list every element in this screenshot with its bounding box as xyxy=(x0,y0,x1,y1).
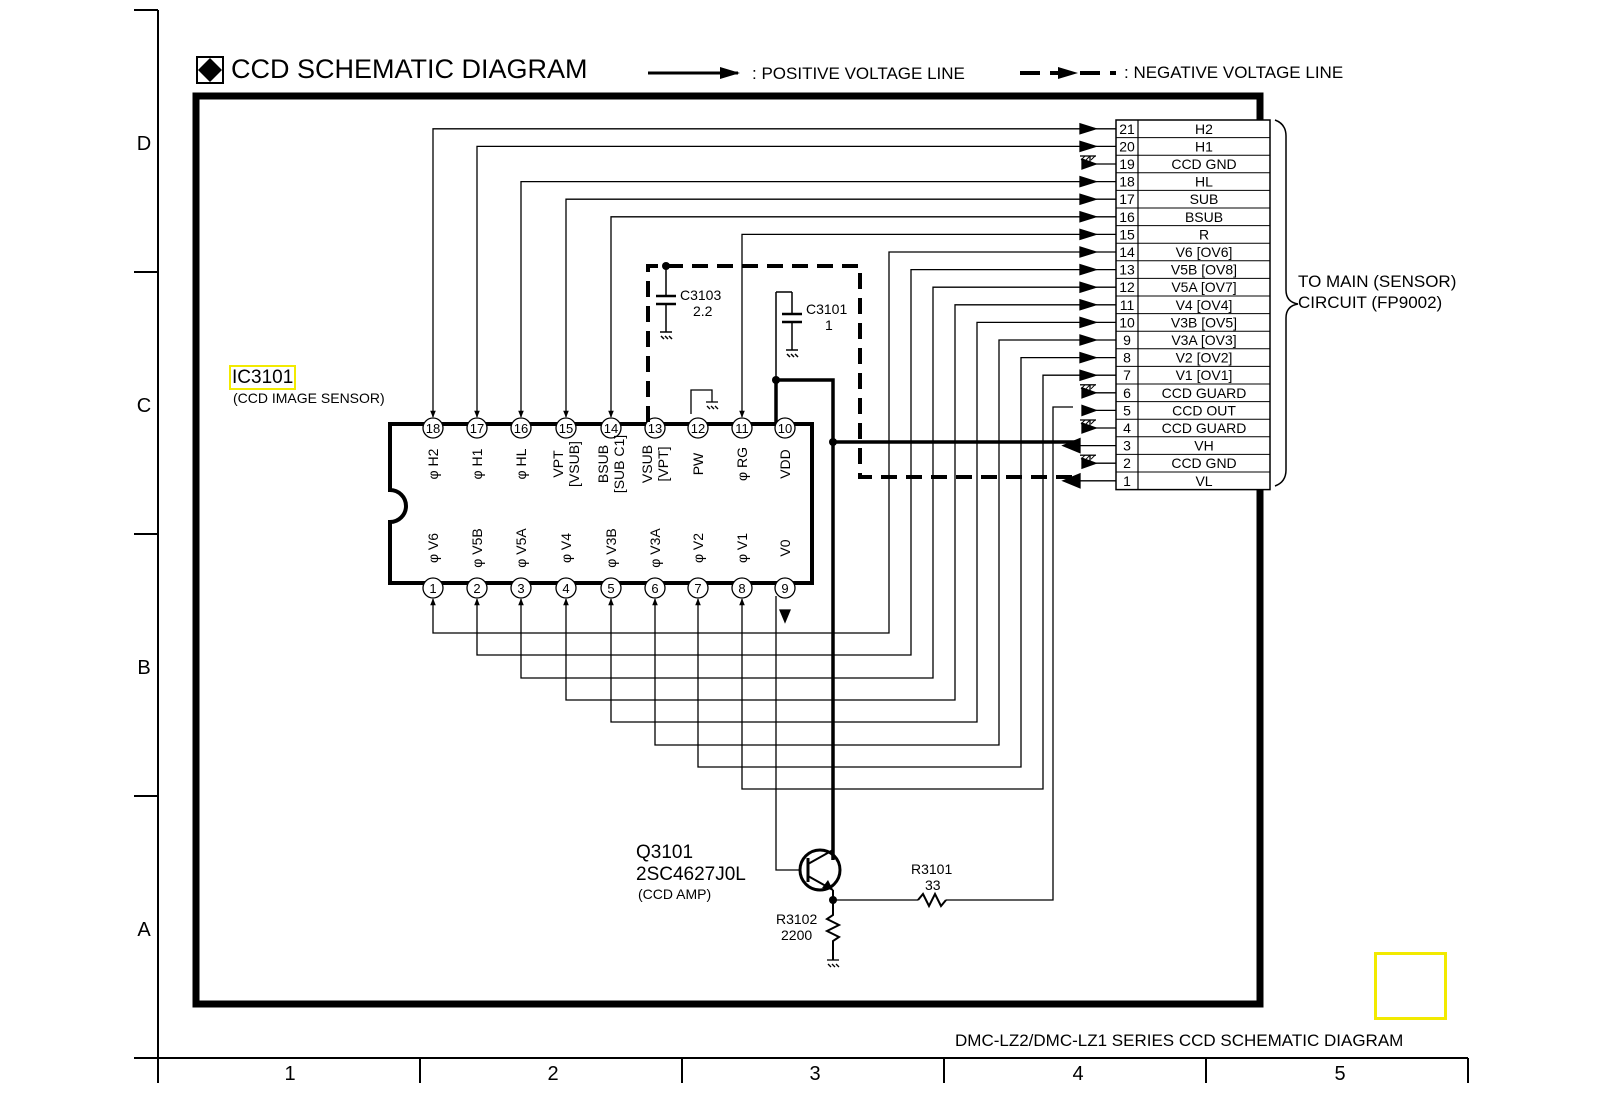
ic-pin-label: [VPT] xyxy=(655,446,671,482)
ic-pin-number: 17 xyxy=(469,421,485,436)
c3101-ref: C3101 xyxy=(806,301,848,317)
ic-pin-number: 12 xyxy=(690,421,706,436)
ic-pin-label: PW xyxy=(690,452,706,476)
negative-arrow-icon xyxy=(1058,67,1078,79)
connector-arrow-icon xyxy=(1080,229,1096,239)
ic-pin-number: 4 xyxy=(562,581,570,596)
connector-signal-name: V5A [OV7] xyxy=(1171,279,1237,296)
connector-signal-name: V5B [OV8] xyxy=(1170,261,1238,278)
signal-wire xyxy=(477,146,1090,417)
ic-pin-label: V0 xyxy=(777,539,793,557)
legend-negative-label: : NEGATIVE VOLTAGE LINE xyxy=(1124,63,1344,82)
c3103-labels xyxy=(680,287,721,319)
ic-pin-label: φ V3B xyxy=(603,528,619,568)
ic-pin-label: φ RG xyxy=(734,447,750,481)
ic-pin-label: φ H1 xyxy=(469,448,485,480)
ic-pin-label: BSUB xyxy=(595,444,611,484)
connector-arrow-icon xyxy=(1080,317,1096,327)
destination-line-1: TO MAIN (SENSOR) xyxy=(1298,272,1457,291)
ic-pin-number: 13 xyxy=(647,421,663,436)
ic-pin-label: φ V2 xyxy=(690,532,706,564)
r3102-value: 2200 xyxy=(781,927,813,943)
connector-pin-number: 11 xyxy=(1119,296,1135,313)
ground-arrow-icon xyxy=(1082,423,1096,433)
connector-signal-name: HL xyxy=(1195,173,1213,190)
ic-pin-number: 5 xyxy=(607,581,615,596)
highlight-box xyxy=(1374,952,1447,1020)
connector-signal-name: V4 [OV4] xyxy=(1175,296,1233,313)
ic-pin-number: 16 xyxy=(513,421,529,436)
connector-signal-name: V3A [OV3] xyxy=(1171,332,1237,348)
ic-pin-label: VSUB xyxy=(639,444,655,484)
grid-row-b: B xyxy=(137,657,151,679)
connector-signal-name: V2 [OV2] xyxy=(1175,349,1233,366)
c3101-capacitor xyxy=(776,292,802,380)
ic-pin-number: 1 xyxy=(429,581,437,596)
vdd-positive-line xyxy=(772,376,1075,860)
connector-arrow-icon xyxy=(1080,247,1096,257)
ic-pin-number: 8 xyxy=(738,581,746,596)
connector-pin-number: 1 xyxy=(1123,472,1131,489)
connector-arrow-icon xyxy=(1080,194,1096,204)
connector-pin-number: 15 xyxy=(1119,226,1135,243)
ic3101-reference: IC3101 xyxy=(229,365,296,390)
ic3101-description: (CCD IMAGE SENSOR) xyxy=(233,390,385,406)
connector-arrow-icon xyxy=(1080,353,1096,363)
connector-signal-name: H1 xyxy=(1195,138,1213,155)
ic-pin-number: 18 xyxy=(425,421,441,436)
ic-pin-label: VDD xyxy=(777,449,793,479)
ground-arrow-icon xyxy=(1082,458,1096,468)
ic-pin-label: φ V3A xyxy=(647,528,663,568)
ccd-out-arrow-icon xyxy=(1082,405,1096,415)
connector-signal-name: SUB xyxy=(1189,191,1219,208)
ground-arrow-icon xyxy=(1082,159,1096,169)
connector-pin-number: 14 xyxy=(1119,244,1135,260)
ic-pin-number: 14 xyxy=(603,421,619,436)
ic-pin-number: 3 xyxy=(517,581,525,596)
connector-signal-name: VH xyxy=(1194,437,1214,454)
connector-pin-number: 5 xyxy=(1123,402,1131,419)
ic-pin-label: [SUB C1] xyxy=(611,434,627,494)
connector-pin-number: 3 xyxy=(1123,437,1131,454)
connector-signal-name: V1 [OV1] xyxy=(1175,367,1233,384)
grid-row-a: A xyxy=(137,919,151,941)
q3101-reference: Q3101 xyxy=(636,842,694,863)
q3101-ccd-out-line xyxy=(833,407,1073,906)
ic-pin-label: φ HL xyxy=(513,448,529,480)
v0-arrow-icon xyxy=(780,610,790,622)
connector-pin-number: 9 xyxy=(1123,332,1131,348)
connector-pin-number: 13 xyxy=(1119,261,1135,278)
connector-pin-number: 16 xyxy=(1119,208,1135,225)
connector-table xyxy=(1116,120,1270,490)
pw-ground xyxy=(691,390,718,414)
connector-pin-number: 10 xyxy=(1119,314,1135,331)
connector-arrow-icon xyxy=(1080,282,1096,292)
r3101-ref: R3101 xyxy=(911,861,953,877)
connector-signal-name: VL xyxy=(1195,472,1213,489)
ic-pin-number: 10 xyxy=(777,421,793,436)
connector-signal-name: V3B [OV5] xyxy=(1170,314,1238,331)
ground-arrow-icon xyxy=(1082,388,1096,398)
c3101-labels xyxy=(806,301,847,333)
q3101-description: (CCD AMP) xyxy=(638,886,712,902)
c3103-ref: C3103 xyxy=(680,287,722,303)
ic-pin-label: φ V1 xyxy=(734,532,750,564)
r3102-ref: R3102 xyxy=(776,911,818,927)
connector-arrow-icon xyxy=(1080,177,1096,187)
c3103-capacitor xyxy=(656,266,676,339)
connector-arrow-icon xyxy=(1080,300,1096,310)
grid-row-d: D xyxy=(136,133,152,155)
q3101-part-number: 2SC4627J0L xyxy=(636,864,746,885)
connector-arrow-icon xyxy=(1080,335,1096,345)
connector-pin-number: 17 xyxy=(1119,191,1135,208)
connector-signal-name: BSUB xyxy=(1184,208,1224,225)
connector-arrow-icon xyxy=(1080,141,1096,151)
connector-arrow-icon xyxy=(1080,212,1096,222)
connector-signal-name: CCD OUT xyxy=(1172,402,1236,419)
diagram-title: CCD SCHEMATIC DIAGRAM xyxy=(231,54,588,84)
destination-line-2: CIRCUIT (FP9002) xyxy=(1298,293,1443,312)
diamond-icon xyxy=(197,57,223,83)
r3101-value: 33 xyxy=(925,877,941,893)
ic-pin-number: 11 xyxy=(735,421,749,436)
connector-pin-number: 2 xyxy=(1123,455,1131,472)
c3101-value: 1 xyxy=(825,317,833,333)
connector-pin-number: 19 xyxy=(1119,156,1135,172)
connector-signal-name: CCD GUARD xyxy=(1161,384,1247,401)
grid-col-2: 2 xyxy=(547,1063,559,1085)
ic-pin-number: 15 xyxy=(558,421,574,436)
ic-pin-label: φ H2 xyxy=(425,448,441,480)
connector-pin-number: 18 xyxy=(1119,173,1135,190)
ic-bottom-pins xyxy=(423,528,795,598)
ic-pin-number: 9 xyxy=(781,581,789,596)
connector-pin-number: 4 xyxy=(1123,420,1131,436)
r3102-resistor xyxy=(827,900,839,967)
ic-pin-number: 6 xyxy=(651,581,659,596)
grid-row-c: C xyxy=(136,395,152,417)
connector-signal-name: R xyxy=(1198,226,1210,243)
connector-signal-name: CCD GND xyxy=(1171,156,1237,172)
connector-brace xyxy=(1275,120,1298,486)
connector-arrow-icon xyxy=(1080,370,1096,380)
ic-pin-number: 7 xyxy=(694,581,702,596)
c3103-value: 2.2 xyxy=(693,303,713,319)
connector-pin-number: 7 xyxy=(1123,367,1131,384)
connector-pin-number: 21 xyxy=(1119,120,1135,137)
grid-col-1: 1 xyxy=(284,1063,296,1085)
positive-arrow-icon xyxy=(720,67,740,79)
grid-col-5: 5 xyxy=(1334,1063,1346,1085)
grid-col-3: 3 xyxy=(809,1063,821,1085)
connector-pin-number: 8 xyxy=(1123,349,1131,366)
connector-arrow-icon xyxy=(1080,124,1096,134)
q3101-transistor xyxy=(776,596,840,904)
signal-wire xyxy=(742,234,1090,417)
footer-caption: DMC-LZ2/DMC-LZ1 SERIES CCD SCHEMATIC DIAGRAM xyxy=(955,1031,1404,1050)
signal-wire xyxy=(611,217,1090,417)
connector-pin-number: 12 xyxy=(1119,279,1135,296)
ic-pin-label: φ V4 xyxy=(558,532,574,564)
signal-wire xyxy=(433,129,1090,417)
connector-pin-number: 6 xyxy=(1123,384,1131,401)
connector-signal-name: CCD GUARD xyxy=(1161,420,1247,436)
connector-signal-name: V6 [OV6] xyxy=(1175,244,1233,260)
connector-signal-name: CCD GND xyxy=(1171,455,1237,472)
ic-pin-label: [VSUB] xyxy=(566,441,582,487)
ic-pin-number: 2 xyxy=(473,581,481,596)
ic-pin-label: VPT xyxy=(550,450,566,478)
legend-positive-label: : POSITIVE VOLTAGE LINE xyxy=(752,64,965,83)
grid-col-4: 4 xyxy=(1072,1063,1084,1085)
connector-pin-number: 20 xyxy=(1119,138,1135,155)
connector-arrow-icon xyxy=(1080,265,1096,275)
ic-pin-label: φ V5A xyxy=(513,528,529,568)
connector-signal-name: H2 xyxy=(1195,120,1213,137)
ic-pin-label: φ V6 xyxy=(425,532,441,564)
ic-pin-label: φ V5B xyxy=(469,528,485,568)
